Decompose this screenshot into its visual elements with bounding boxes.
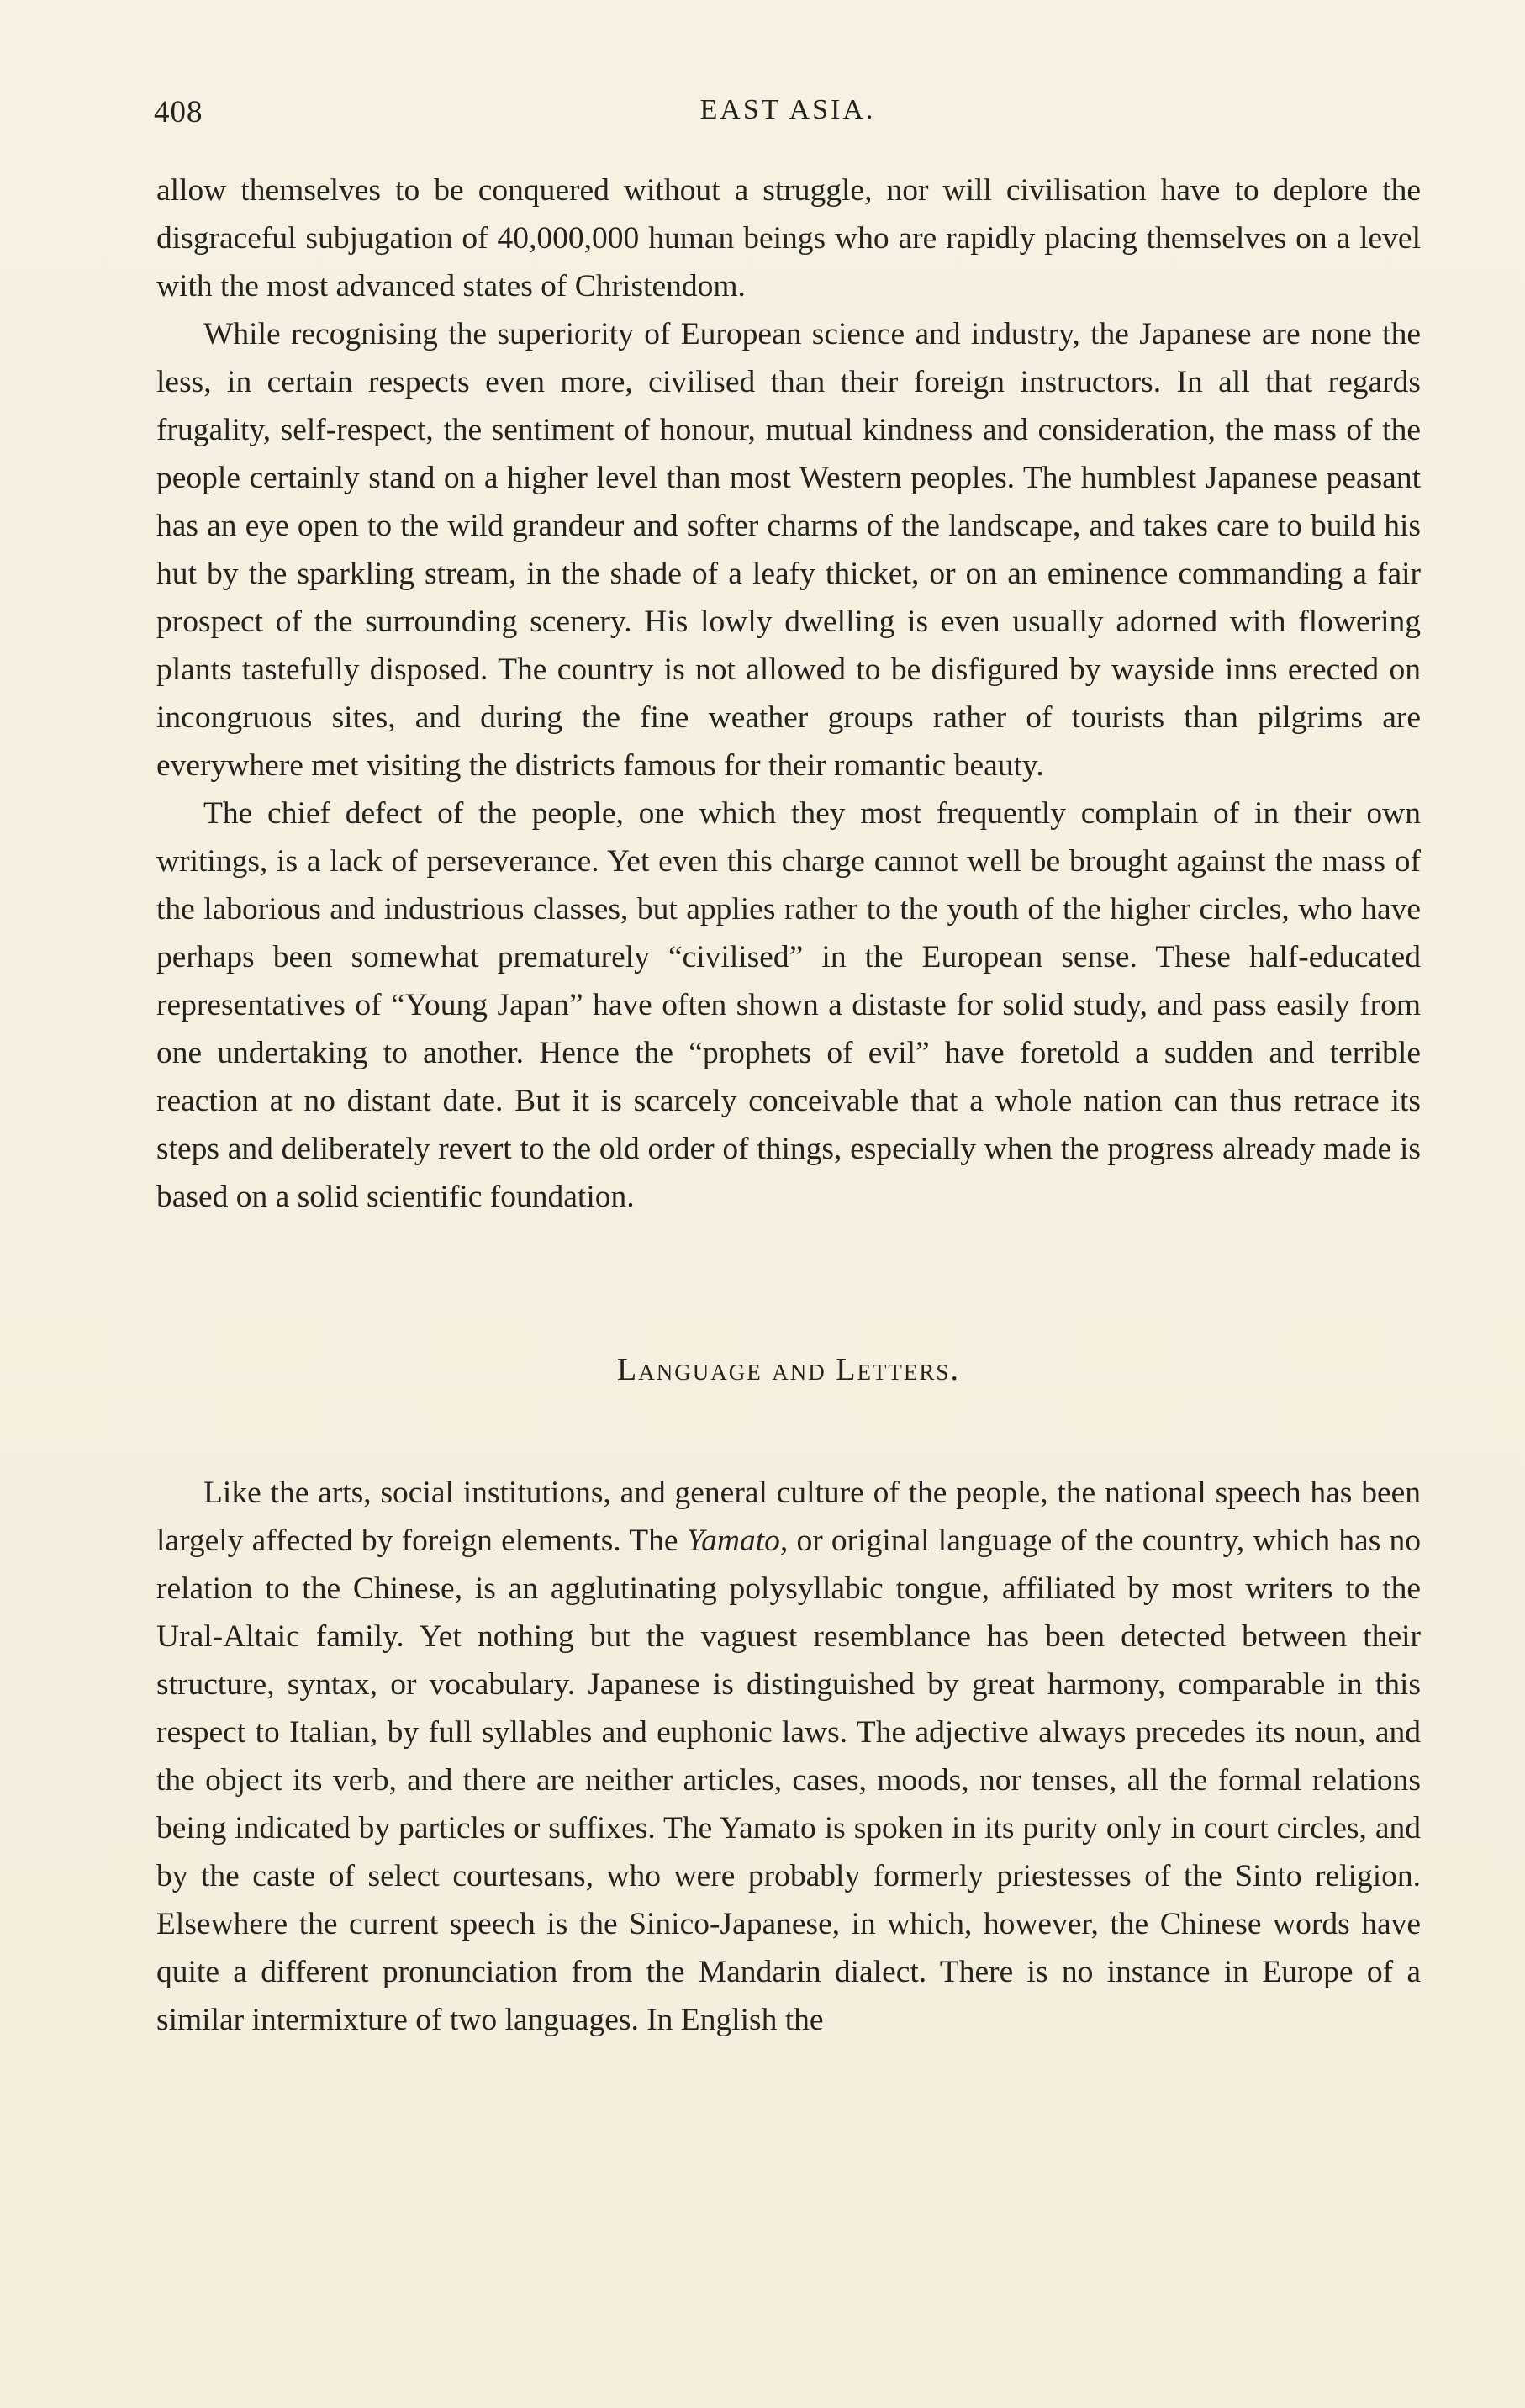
running-title: EAST ASIA.: [699, 94, 876, 125]
page-number: 408: [154, 95, 203, 129]
paragraph-continuation: allow themselves to be conquered without a struggle, nor will civilisation have to deplore the disgraceful subjugation of 40,000,000 human beings who are rapidly placing themselves on a level with the most advanced states of Christendom.: [156, 173, 1421, 304]
running-head: [154, 94, 1422, 138]
section-heading: Language and Letters.: [617, 1352, 960, 1387]
paragraph-language-part-1: Like the arts, social institutions, and general culture of the people, the national speech has been largely affected by foreign elements. The: [156, 1476, 1421, 1558]
body-text-bottom: [156, 1469, 1421, 2044]
paragraph-language-italic-term: Yamato,: [686, 1523, 789, 1558]
paragraph-language: [156, 1469, 1421, 2044]
body-text-top: [156, 166, 1421, 1221]
paragraph-chief-defect: The chief defect of the people, one which they most frequently complain of in their own writings, is a lack of perseverance. Yet even this charge cannot well be brought against the mass of the laborious and industrious classes, but applies rather to the youth of the higher circles, who have perhaps been somewhat prematurely “civilised” in the European sense. These half-educated representatives of “Young Japan” have often shown a distaste for solid study, and pass easily from one undertaking to another. Hence the “prophets of evil” have foretold a sudden and terrible reaction at no distant date. But it is scarcely conceivable that a whole nation can thus retrace its steps and deliberately revert to the old order of things, especially when the progress already made is based on a solid scientific foundation.: [156, 796, 1421, 1214]
paragraph-language-part-2: or original language of the country, which has no relation to the Chinese, is an agglutinating polysyllabic tongue, affiliated by most writers to the Ural-Altaic family. Yet nothing but the vaguest resemblance has been detected between their structure, syntax, or vocabulary. Japanese is distinguished by great harmony, comparable in this respect to Italian, by full syllables and euphonic laws. The adjective always precedes its noun, and the object its verb, and there are neither articles, cases, moods, nor tenses, all the formal relations being indicated by particles or suffixes. The Yamato is spoken in its purity only in court circles, and by the caste of select courtesans, who were probably formerly priestesses of the Sinto religion. Elsewhere the current speech is the Sinico-Japanese, in which, however, the Chinese words have quite a different pronunciation from the Mandarin dialect. There is no instance in Europe of a similar intermixture of two languages. In English the: [156, 1523, 1421, 2037]
paragraph-japanese-civilisation: While recognising the superiority of European science and industry, the Japanese are none the less, in certain respects even more, civilised than their foreign instructors. In all that regards frugality, self-respect, the sentiment of honour, mutual kindness and consideration, the mass of the people certainly stand on a higher level than most Western peoples. The humblest Japanese peasant has an eye open to the wild grandeur and softer charms of the landscape, and takes care to build his hut by the sparkling stream, in the shade of a leafy thicket, or on an eminence commanding a fair prospect of the surrounding scenery. His lowly dwelling is even usually adorned with flowering plants tastefully disposed. The country is not allowed to be disfigured by wayside inns erected on incongruous sites, and during the fine weather groups rather of tourists than pilgrims are everywhere met visiting the districts famous for their romantic beauty.: [156, 317, 1421, 783]
